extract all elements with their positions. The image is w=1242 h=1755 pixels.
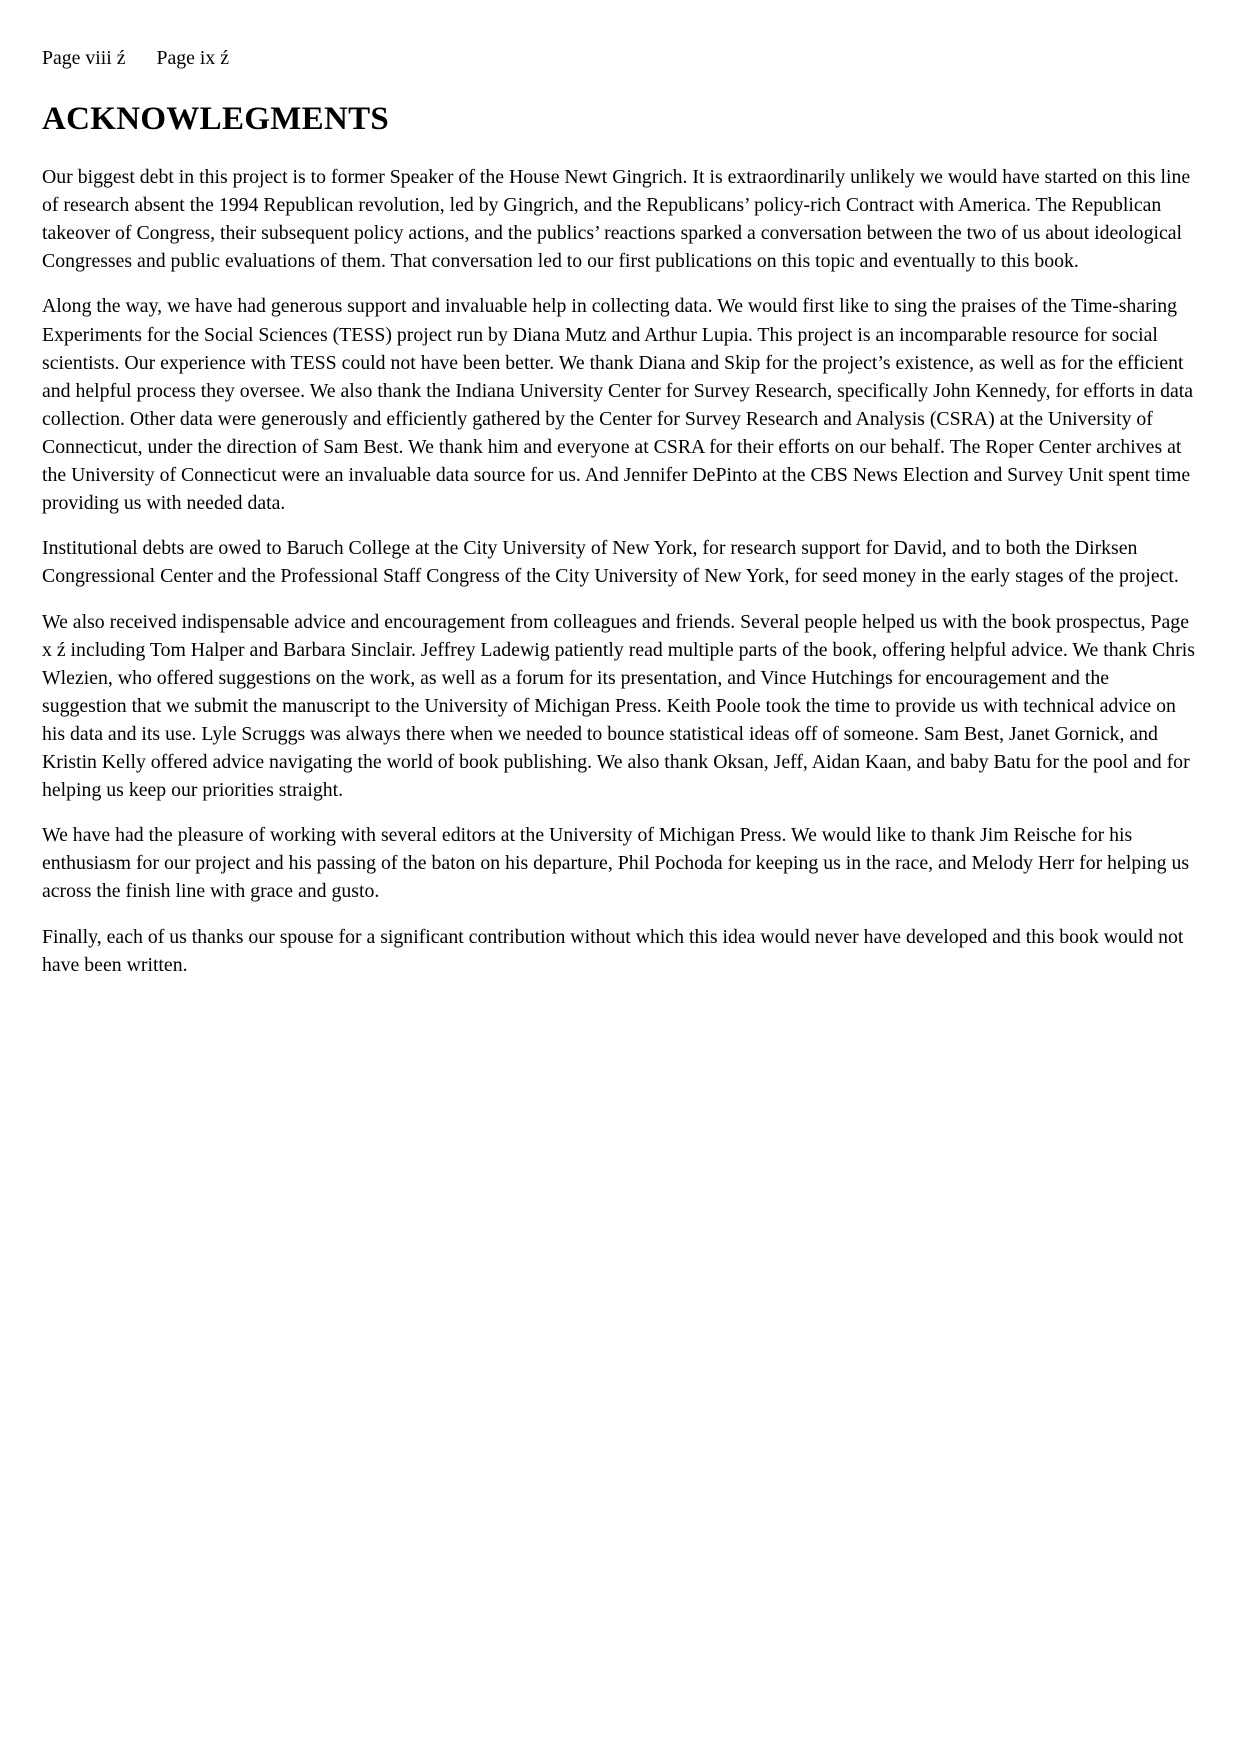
page-navigation — [42, 44, 1198, 72]
paragraph-data-support: Along the way, we have had generous support and invaluable help in collecting data. We would first like to sing the praises of the Time-sharing Experiments for the Social Sciences (TESS) project run by Diana Mutz and Arthur Lupia. This project is an incomparable resource for social scientists. Our experience with TESS could not have been better. We thank Diana and Skip for the project’s existence, as well as for the efficient and helpful process they oversee. We also thank the Indiana University Center for Survey Research, specifically John Kennedy, for efforts in data collection. Other data were generously and efficiently gathered by the Center for Survey Research and Analysis (CSRA) at the University of Connecticut, under the direction of Sam Best. We thank him and everyone at CSRA for their efforts on our behalf. The Roper Center archives at the University of Connecticut were an invaluable data source for us. And Jennifer DePinto at the CBS News Election and Survey Unit spent time providing us with needed data. — [42, 295, 1194, 515]
paragraph-debt-gingrich: Our biggest debt in this project is to former Speaker of the House Newt Gingrich. It is extraordinarily unlikely we would have started on this line of research absent the 1994 Republican revolution, led by Gingrich, and the Republicans’ policy-rich Contract with America. The Republican takeover of Congress, their subsequent policy actions, and the publics’ reactions sparked a conversation between the two of us about ideological Congresses and public evaluations of them. That conversation led to our first publications on this topic and eventually to this book. — [42, 165, 1191, 273]
paragraph-spouses: Finally, each of us thanks our spouse for a significant contribution without which this idea would never have developed and this book would not have been written. — [42, 925, 1184, 976]
page-viii-link[interactable]: Page viii ź — [42, 47, 126, 69]
paragraph-institutional-debts: Institutional debts are owed to Baruch College at the City University of New York, for research support for David, and to both the Dirksen Congressional Center and the Professional Staff Congress of the City University of New York, for seed money in the early stages of the project. — [42, 537, 1179, 588]
page-ix-link[interactable]: Page ix ź — [156, 47, 229, 69]
paragraph-editors: We have had the pleasure of working with several editors at the University of Michigan Press. We would like to thank Jim Reische for his enthusiasm for our project and his passing of the baton on his departure, Phil Pochoda for keeping us in the race, and Melody Herr for helping us across the finish line with grace and gusto. — [42, 824, 1190, 903]
paragraph-colleagues-friends: We also received indispensable advice and encouragement from colleagues and friends. Several people helped us with the book prospectus, Page x ź including Tom Halper and Barbara Sinclair. Jeffrey Ladewig patiently read multiple parts of the book, offering helpful advice. We thank Chris Wlezien, who offered suggestions on the work, as well as a forum for its presentation, and Vince Hutchings for encouragement and the suggestion that we submit the manuscript to the University of Michigan Press. Keith Poole took the time to provide us with technical advice on his data and its use. Lyle Scruggs was always there when we needed to bounce statistical ideas off of someone. Sam Best, Janet Gornick, and Kristin Kelly offered advice navigating the world of book publishing. We also thank Oksan, Jeff, Aidan Kaan, and baby Batu for the pool and for helping us keep our priorities straight. — [42, 610, 1195, 802]
page-title: ACKNOWLEGMENTS — [42, 101, 390, 138]
